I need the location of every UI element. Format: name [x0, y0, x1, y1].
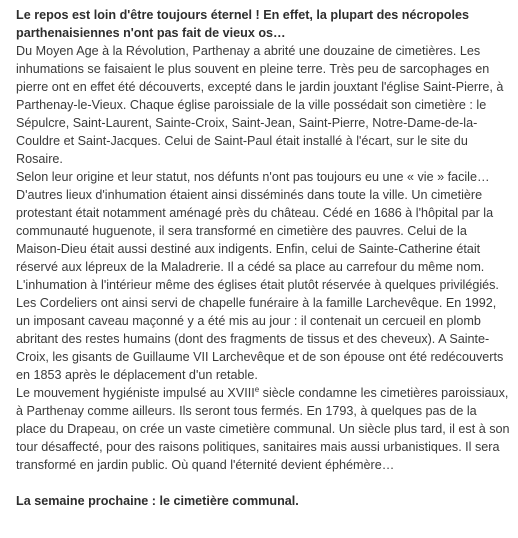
paragraph-spacer [16, 474, 510, 492]
article-lead: Le repos est loin d'être toujours éternel ! En effet, la plupart des nécropoles parthenaisiennes n'ont pas fait de vieux os… [16, 8, 469, 40]
paragraph-3-start: Le mouvement hygiéniste impulsé au XVIII [16, 386, 255, 400]
article-paragraph-3 [16, 384, 510, 474]
paragraph-3-end: siècle condamne les cimetières paroissiaux, à Parthenay comme ailleurs. Ils seront tous fermés. En 1793, à quelques pas de la place du Drapeau, on crée un vaste cimetière communal. Un siècle plus tard, il est à son tour désaffecté, pour des raisons politiques, sanitaires mais aussi urbanistiques. Il sera transformé en jardin public. Où quand l'éternité devient éphémère… [16, 386, 510, 472]
article-body [16, 6, 510, 510]
article-paragraph-2: Selon leur origine et leur statut, nos défunts n'ont pas toujours eu une « vie » facile… D'autres lieux d'inhumation étaient ainsi disséminés dans toute la ville. Un cimetière protestant était notamment aménagé près du château. Cédé en 1686 à l'hôpital par la communauté huguenote, il sera transformé en cimetière des pauvres. Celui de la Maison-Dieu était aussi destiné aux indigents. Enfin, celui de Sainte-Catherine était réservé aux lépreux de la Maladrerie. Il a cédé sa place au carrefour du même nom. L'inhumation à l'intérieur même des églises était plutôt réservée à quelques privilégiés. Les Cordeliers ont ainsi servi de chapelle funéraire à la famille Larchevêque. En 1992, un imposant caveau maçonné y a été mis au jour : il contenait un cercueil en plomb abritant des restes humains (dont des fragments de tissus et des cheveux). A Sainte-Croix, les gisants de Guillaume VII Larchevêque et de son épouse ont été redécouverts en 1853 après le déplacement d'un retable. [16, 170, 504, 382]
next-week-teaser: La semaine prochaine : le cimetière communal. [16, 494, 299, 508]
century-superscript: e [254, 384, 260, 394]
article-paragraph-1: Du Moyen Age à la Révolution, Parthenay a abrité une douzaine de cimetières. Les inhumations se faisaient le plus souvent en pleine terre. Très peu de sarcophages en pierre ont en effet été découverts, excepté dans le jardin jouxtant l'église Saint-Pierre, à Parthenay-le-Vieux. Chaque église paroissiale de la ville possédait son cimetière : le Sépulcre, Saint-Laurent, Sainte-Croix, Saint-Jean, Saint-Pierre, Notre-Dame-de-la-Couldre et Saint-Jacques. Celui de Saint-Paul était installé à l'écart, sur le site du Rosaire. [16, 44, 504, 166]
